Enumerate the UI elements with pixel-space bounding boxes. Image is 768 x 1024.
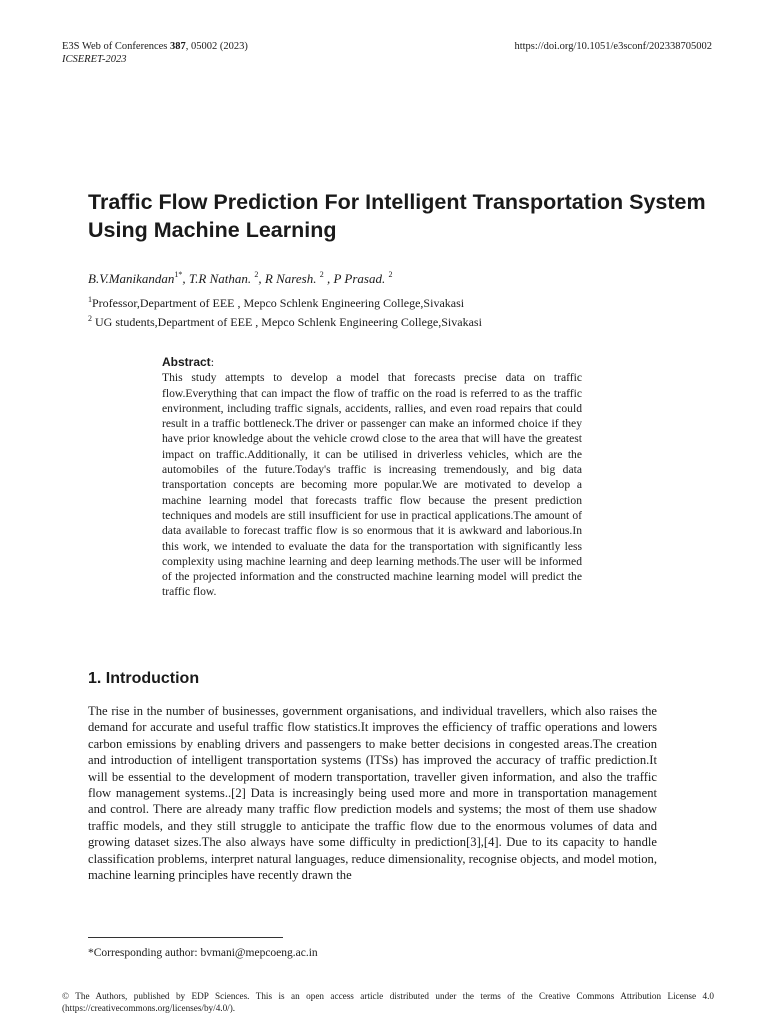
author-name: T.R Nathan. xyxy=(188,271,255,286)
introduction-text: The rise in the number of businesses, government organisations, and individual travellers, which also raises the demand for accurate and useful traffic flow statistics.It improves the efficiency of traffic operations and lowers carbon emissions by enabling drivers and passengers to make better decisions in congested areas.The creation and introduction of intelligent transportation systems (ITSs) has improved the accuracy of traffic prediction.It will be essential to the development of modern transportation, traveller given information, and also the traffic flow management systems..[2] Data is increasingly being used more and more in transportation management and control. There are already many traffic flow prediction models and systems; the most of them use shadow traffic models, and they still struggle to anticipate the traffic flow due to the enormous volumes of data and growing dataset sizes.The also always have some difficulty in prediction[3],[4]. Due to its capacity to handle classification problems, interpret natural languages, reduce dimensionality, recognise objects, and model motion, machine learning principles have recently drawn the xyxy=(88,704,657,883)
affiliations xyxy=(88,292,482,330)
author-name: R Naresh. xyxy=(264,271,320,286)
license-notice: © The Authors, published by EDP Sciences. This is an open access article distributed under the terms of the Creative Commons Attribution License 4.0 (https://creativecommons.org/licenses/by/4.0/). xyxy=(62,991,714,1013)
author-email[interactable]: bvmani@mepcoeng.ac.in xyxy=(200,947,318,959)
doi-link[interactable]: https://doi.org/10.1051/e3sconf/202338705002 xyxy=(514,41,712,52)
corresponding-author-footnote: *Corresponding author: bvmani@mepcoeng.ac.in xyxy=(88,947,318,959)
author-affil-mark: 2 xyxy=(319,270,324,279)
author-list: B.V.Manikandan$^{1*}$, T.R Nathan. $^2$, R Naresh. $^2$ , P Prasad. $^2$ xyxy=(88,270,393,286)
affiliation-line: $^1$Professor,Department of EEE , Mepco Schlenk Engineering College,Sivakasi xyxy=(88,295,465,310)
author-affil-mark: 2 xyxy=(388,270,393,279)
abstract-heading: Abstract xyxy=(162,355,211,369)
affiliation-line: $^2$ UG students,Department of EEE , Mepco Schlenk Engineering College,Sivakasi xyxy=(88,314,482,329)
journal-header xyxy=(62,40,248,66)
author-name: B.V.Manikandan xyxy=(88,271,175,286)
conference-name: ICSERET-2023 xyxy=(62,54,127,65)
author-affil-mark: 2 xyxy=(254,270,259,279)
author-name: P Prasad. xyxy=(333,271,389,286)
footnote-divider xyxy=(88,937,283,938)
section-heading-introduction: 1. Introduction xyxy=(88,670,200,687)
abstract-block: Abstract: This study attempts to develop a model that forecasts precise data on traffic flow.Everything that can impact the flow of traffic on the road is referred to as the traffic environment, including traffic signals, accidents, rallies, and even road repairs that could result in a traffic bottleneck.The driver or passenger can make an informed choice if they have prior knowledge about the vehicle crowd close to the area that will have the greatest impact on traffic.Additionally, it can be utilised in driverless vehicles, which are the automobiles of the future.Today's traffic is increasing tremendously, and big data transportation concepts are becoming more popular.We are motivated to develop a machine learning model that forecasts traffic flow because the present prediction techniques and models are still insufficient for use in practical applications.The amount of data available to forecast traffic flow is so enormous that it is awkward and laborious.In this work, we intended to evaluate the data for the transportation with significantly less complexity using machine learning and deep learning methods.The user will be informed of the projected information and the constructed machine learning model will predict the traffic flow. xyxy=(162,355,582,599)
author-affil-mark: 1* xyxy=(174,270,183,279)
paper-title: Traffic Flow Prediction For Intelligent Transportation System Using Machine Learning xyxy=(88,190,706,242)
abstract-text: This study attempts to develop a model that forecasts precise data on traffic flow.Everything that can impact the flow of traffic on the road is referred to as the traffic environment, including traffic signals, accidents, rallies, and even road repairs that could result in a traffic bottleneck.The driver or passenger can make an informed choice if they have prior knowledge about the vehicle crowd close to the area that will have the greatest impact on traffic.Additionally, it can be utilised in driverless vehicles, which are the automobiles of the future.Today's traffic is increasing tremendously, and big data transportation concepts are becoming more popular.We are motivated to develop a machine learning model that forecasts traffic flow because the present prediction techniques and models are still insufficient for use in practical applications.The amount of data available to forecast traffic flow is so enormous that it is awkward and laborious.In this work, we intended to evaluate the data for the transportation with significantly less complexity using machine learning and deep learning methods.The user will be informed of the projected information and the constructed machine learning model will predict the traffic flow. xyxy=(162,371,582,599)
journal-volume: 387 xyxy=(170,41,186,52)
journal-citation: E3S Web of Conferences 387, 05002 (2023) xyxy=(62,41,248,52)
